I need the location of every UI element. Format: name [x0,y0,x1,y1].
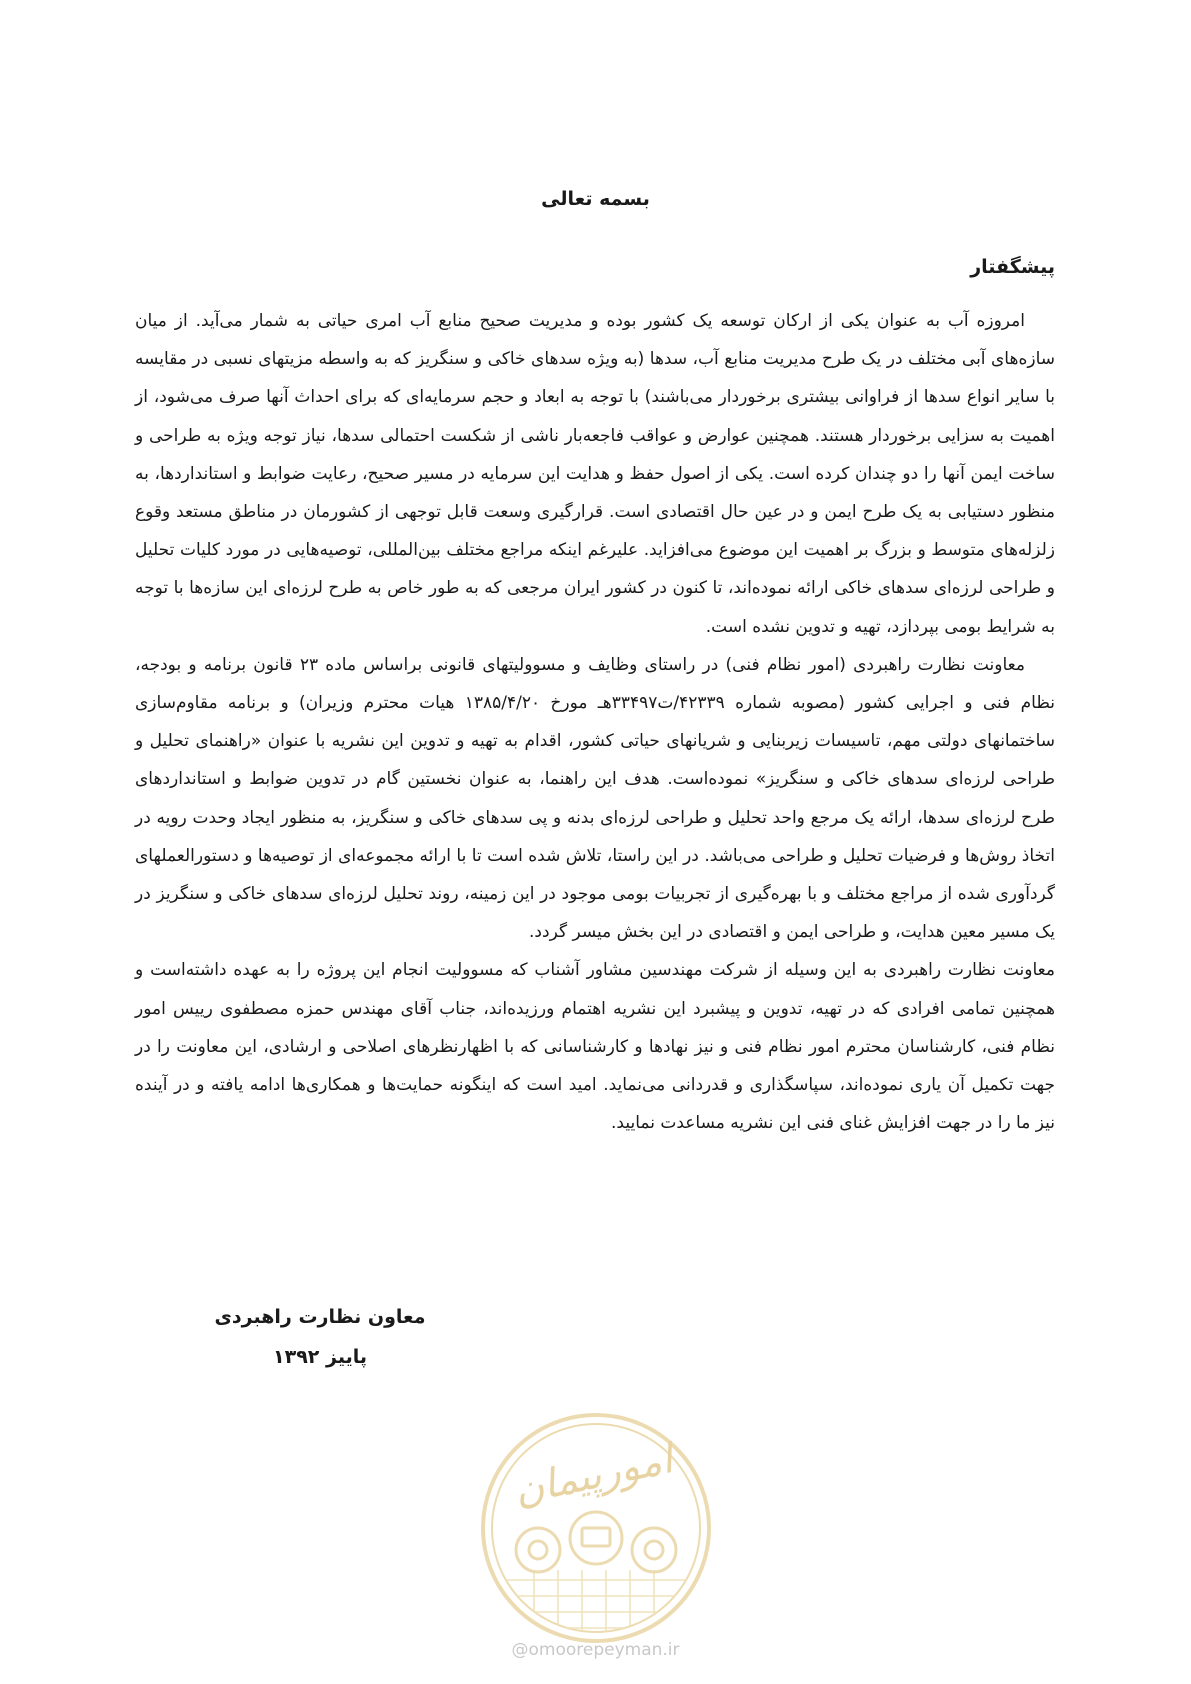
seal-gear-left [516,1528,560,1572]
paragraph-1: امروزه آب به عنوان یکی از ارکان توسعه یک کشور بوده و مدیریت صحیح منابع آب امری حیاتی به شمار می‌آید. از میان سازه‌های آبی مختلف در یک طرح مدیریت منابع آب، سدها (به ویژه سدهای خاکی و سنگریز که به واسطه مزیتهای نسبی در مقایسه با سایر انواع سدها از فراوانی بیشتری برخوردار می‌باشند) با توجه به ابعاد و حجم سرمایه‌ای که برای احداث آنها صرف می‌شود، از اهمیت به سزایی برخوردار هستند. همچنین عوارض و عواقب فاجعه‌بار ناشی از شکست احتمالی سدها، نیاز توجه ویژه به طراحی و ساخت ایمن آنها را دو چندان کرده است. یکی از اصول حفظ و هدایت این سرمایه در مسیر صحیح، رعایت ضوابط و استانداردها، به منظور دستیابی به یک طرح ایمن و در عین حال اقتصادی است. قرارگیری وسعت قابل توجهی از کشورمان در مناطق مستعد وقوع زلزله‌های متوسط و بزرگ بر اهمیت این موضوع می‌افزاید. علیرغم اینکه مراجع مختلف بین‌المللی، توصیه‌هایی در مورد کلیات تحلیل و طراحی لرزه‌ای سدهای خاکی ارائه نموده‌اند، تا کنون در کشور ایران مرجعی که به طور خاص به طرح لرزه‌ای این سازه‌ها با توجه به شرایط بومی بپردازد، تهیه و تدوین نشده است. [135,311,1055,637]
preface-body [135,302,1055,1142]
signature-block [200,1297,440,1377]
paragraph-3: معاونت نظارت راهبردی به این وسیله از شرکت مهندسین مشاور آشناب که مسوولیت انجام این پروژه را به عهده داشته‌است و همچنین تمامی افرادی که در تهیه، تدوین و پیشبرد این نشریه اهتمام ورزیده‌اند، جناب آقای مهندس حمزه مصطفوی رییس امور نظام فنی، کارشناسان محترم امور نظام فنی و نیز نهادها و کارشناسانی که با اظهارنظرهای اصلاحی و ارشادی، این معاونت را در جهت تکمیل آن یاری نموده‌اند، سپاسگذاری و قدردانی می‌نماید. امید است که اینگونه حمایت‌ها و همکاری‌ها ادامه یافته و در آینده نیز ما را در جهت افزایش غنای فنی این نشریه مساعدت نمایید. [135,960,1055,1134]
preface-title: پیشگفتار [970,256,1055,278]
seal-gear-center [570,1512,622,1564]
site-watermark: @omoorepeyman.ir [511,1640,680,1660]
signature-office: معاون نظارت راهبردی [214,1306,426,1328]
bismillah-heading: بسمه تعالی [541,188,650,210]
signature-date: پاییز ۱۳۹۲ [273,1346,367,1368]
watermark-seal [478,1410,714,1646]
seal-text: امورپیمان [510,1436,677,1515]
paragraph-2: معاونت نظارت راهبردی (امور نظام فنی) در راستای وظایف و مسوولیتهای قانونی براساس ماده ۲۳ قانون برنامه و بودجه، نظام فنی و اجرایی کشور (مصوبه شماره ۴۲۳۳۹/ت۳۳۴۹۷هـ مورخ ۱۳۸۵/۴/۲۰ هیات محترم وزیران) و برنامه مقاوم‌سازی ساختمانهای دولتی مهم، تاسیسات زیربنایی و شریانهای حیاتی کشور، اقدام به تهیه و تدوین این نشریه با عنوان «راهنمای تحلیل و طراحی لرزه‌ای سدهای خاکی و سنگریز» نموده‌است. هدف این راهنما، به عنوان نخستین گام در تدوین ضوابط و استانداردهای طرح لرزه‌ای سدها، ارائه یک مرجع واحد تحلیل و طراحی لرزه‌ای بدنه و پی سدهای خاکی و سنگریز، به منظور ایجاد وحدت رویه در اتخاذ روش‌ها و فرضیات تحلیل و طراحی می‌باشد. در این راستا، تلاش شده است تا با ارائه مجموعه‌ای از توصیه‌ها و دستورالعملهای گردآوری شده از مراجع مختلف و با بهره‌گیری از تجربیات بومی موجود در این زمینه، روند تحلیل لرزه‌ای سدهای خاکی و سنگریز در یک مسیر معین هدایت، و طراحی ایمن و اقتصادی در این بخش میسر گردد. [135,654,1055,943]
seal-grid-pattern [498,1570,694,1646]
seal-gear-right [632,1528,676,1572]
